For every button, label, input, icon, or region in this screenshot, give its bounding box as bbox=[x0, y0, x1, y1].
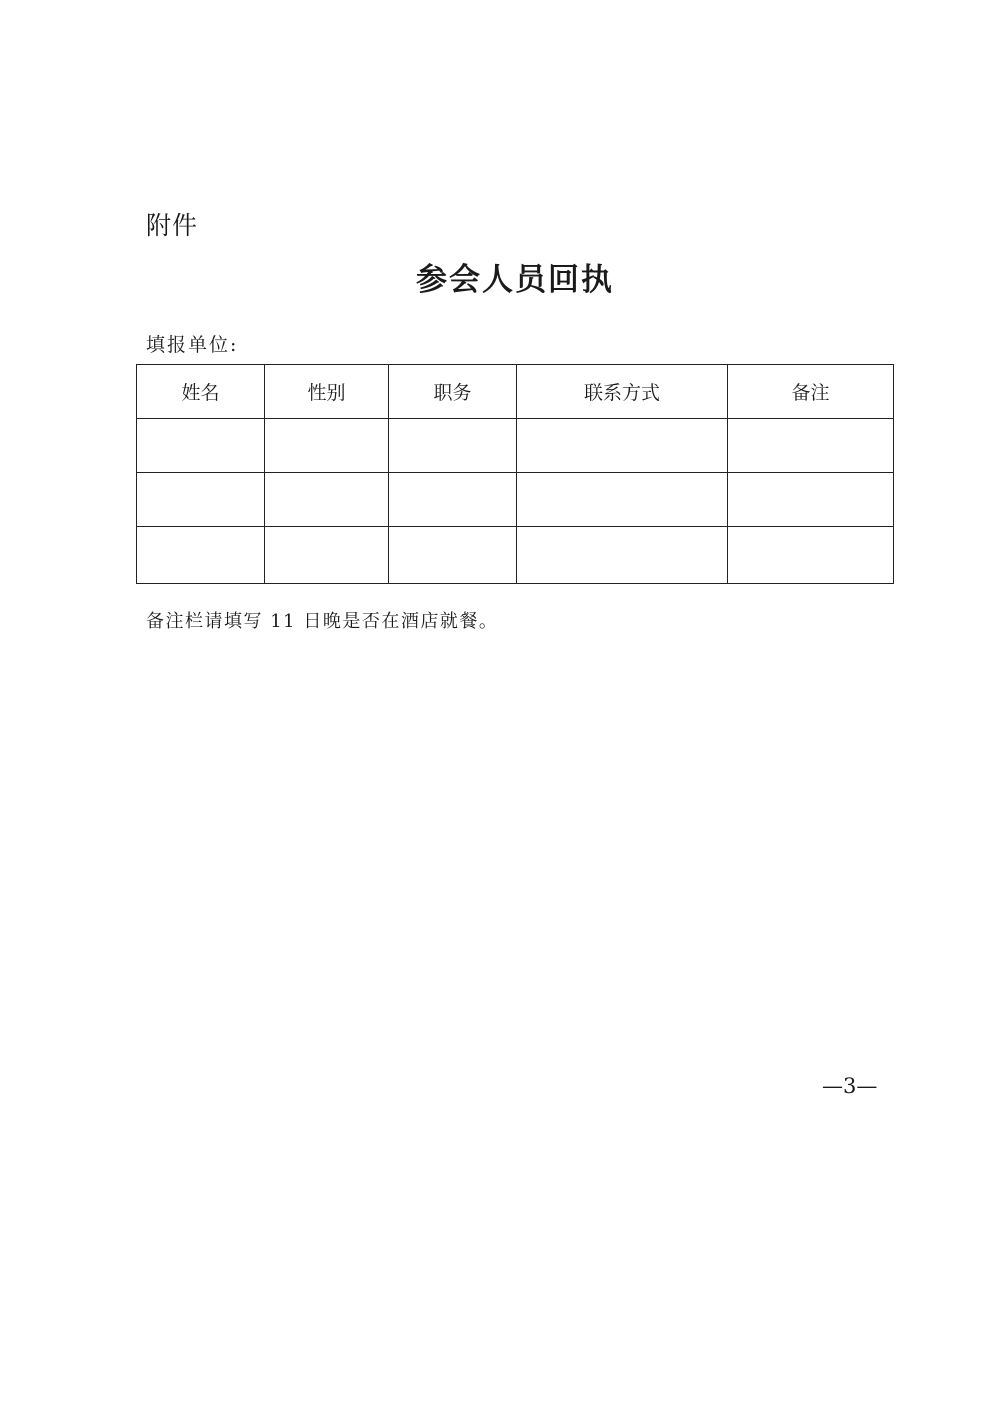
table-cell[interactable] bbox=[389, 419, 517, 473]
table-cell[interactable] bbox=[137, 473, 265, 527]
table-cell[interactable] bbox=[728, 527, 894, 584]
table-cell[interactable] bbox=[265, 527, 389, 584]
page-title: 参会人员回执 bbox=[416, 262, 614, 298]
table-cell[interactable] bbox=[389, 473, 517, 527]
table-cell[interactable] bbox=[517, 527, 728, 584]
attachment-label: 附件 bbox=[146, 211, 199, 240]
table-row bbox=[137, 473, 894, 527]
table-cell[interactable] bbox=[137, 527, 265, 584]
header-position: 职务 bbox=[389, 365, 517, 419]
table-cell[interactable] bbox=[137, 419, 265, 473]
attendee-table bbox=[136, 364, 894, 584]
table-row bbox=[137, 419, 894, 473]
table-cell[interactable] bbox=[389, 527, 517, 584]
header-gender: 性别 bbox=[265, 365, 389, 419]
table-cell[interactable] bbox=[517, 473, 728, 527]
table-cell[interactable] bbox=[728, 419, 894, 473]
header-contact: 联系方式 bbox=[517, 365, 728, 419]
table-header-row bbox=[137, 365, 894, 419]
page-number: —3— bbox=[822, 1074, 878, 1098]
table-cell[interactable] bbox=[265, 473, 389, 527]
remarks-note: 备注栏请填写 11 日晚是否在酒店就餐。 bbox=[146, 611, 499, 632]
reporting-unit-label: 填报单位: bbox=[146, 334, 239, 356]
table-row bbox=[137, 527, 894, 584]
table-cell[interactable] bbox=[265, 419, 389, 473]
table-cell[interactable] bbox=[728, 473, 894, 527]
header-remarks: 备注 bbox=[728, 365, 894, 419]
table-cell[interactable] bbox=[517, 419, 728, 473]
header-name: 姓名 bbox=[137, 365, 265, 419]
